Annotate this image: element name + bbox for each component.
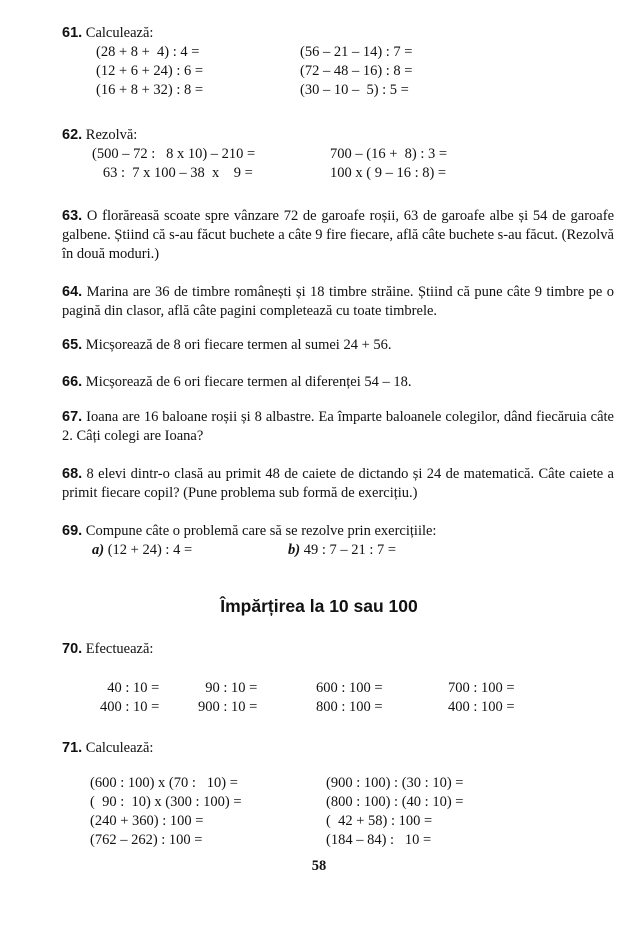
expression: 90 : 10 = [198,680,258,696]
exercise-text: Marina are 36 de timbre românești și 18 timbre străine. Știind că pune câte 9 timbre pe o pagină din clasor, află câte pagini completează cu toate timbrele. [62,284,615,319]
exercise-number: 69. [62,523,83,539]
exercise-number: 68. [62,466,83,482]
page-number: 58 [311,858,327,874]
expression: (240 + 360) : 100 = [90,813,204,829]
expression: (500 – 72 : 8 x 10) – 210 = [92,146,256,162]
expression: (72 – 48 – 16) : 8 = [300,63,413,79]
item-label: b) [288,542,301,558]
exercise-text: Micșorează de 8 ori fiecare termen al sumei 24 + 56. [85,337,392,353]
expression: 600 : 100 = [316,680,383,696]
expression: 400 : 100 = [448,699,515,715]
exercise-number: 64. [62,284,83,300]
expression: (184 – 84) : 10 = [326,832,432,848]
exercise-number: 61. [62,25,83,41]
expression: ( 42 + 58) : 100 = [326,813,433,829]
exercise-63 [62,207,614,264]
exercise-instruction: Rezolvă: [85,127,138,143]
expression: (56 – 21 – 14) : 7 = [300,44,413,60]
expression: (12 + 6 + 24) : 6 = [96,63,204,79]
exercise-text: Micșorează de 6 ori fiecare termen al diferenței 54 – 18. [85,374,412,390]
expression: 800 : 100 = [316,699,383,715]
expression: 900 : 10 = [198,699,258,715]
exercise-number: 67. [62,409,83,425]
exercise-text: O florăreasă scoate spre vânzare 72 de garoafe roșii, 63 de garoafe albe și 54 de garoafe galbene. Știind că s-au făcut buchete a câte 9 fire fiecare, află câte buchete s-au făcut. (Rezolvă în două moduri.) [62,208,615,262]
expression: (12 + 24) : 4 = [107,542,193,558]
exercise-instruction: Calculează: [85,740,154,756]
expression: (800 : 100) : (40 : 10) = [326,794,464,810]
exercise-67 [62,408,614,446]
exercise-69-a [92,541,192,560]
exercise-62-header [62,126,614,145]
exercise-69-b [288,541,396,560]
exercise-text: Ioana are 16 baloane roșii și 8 albastre. Ea împarte baloanele colegilor, dând fiecăruia câte 2. Câți colegi are Ioana? [62,409,614,444]
exercise-70-header [62,640,614,659]
exercise-number: 65. [62,337,83,353]
exercise-number: 71. [62,740,83,756]
exercise-instruction: Efectuează: [85,641,154,657]
expression: 40 : 10 = [100,680,160,696]
expression: (762 – 262) : 100 = [90,832,203,848]
section-title: Împărțirea la 10 sau 100 [220,596,418,616]
exercise-number: 63. [62,208,83,224]
exercise-text: 8 elevi dintr-o clasă au primit 48 de caiete de dictando și 24 de matematică. Câte caiete a primit fiecare copil? (Pune problema sub formă de exercițiu.) [62,466,614,501]
expression: 63 : 7 x 100 – 38 x 9 = [92,165,253,181]
exercise-instruction: Calculează: [85,25,154,41]
exercise-69-header [62,522,614,541]
exercise-number: 70. [62,641,83,657]
expression: 700 – (16 + 8) : 3 = [330,146,448,162]
exercise-65 [62,336,614,355]
exercise-number: 62. [62,127,83,143]
expression: 400 : 10 = [100,699,160,715]
exercise-68 [62,465,614,503]
exercise-61-header [62,24,614,43]
expression: 700 : 100 = [448,680,515,696]
expression: (30 – 10 – 5) : 5 = [300,82,409,98]
item-label: a) [92,542,105,558]
expression: (900 : 100) : (30 : 10) = [326,775,464,791]
exercise-instruction: Compune câte o problemă care să se rezolve prin exercițiile: [85,523,437,539]
exercise-64 [62,283,614,321]
expression: 100 x ( 9 – 16 : 8) = [330,165,447,181]
expression: (28 + 8 + 4) : 4 = [96,44,200,60]
expression: (16 + 8 + 32) : 8 = [96,82,204,98]
exercise-71-header [62,739,614,758]
expression: (600 : 100) x (70 : 10) = [90,775,238,791]
exercise-number: 66. [62,374,83,390]
expression: ( 90 : 10) x (300 : 100) = [90,794,242,810]
expression: 49 : 7 – 21 : 7 = [303,542,397,558]
exercise-66 [62,373,614,392]
